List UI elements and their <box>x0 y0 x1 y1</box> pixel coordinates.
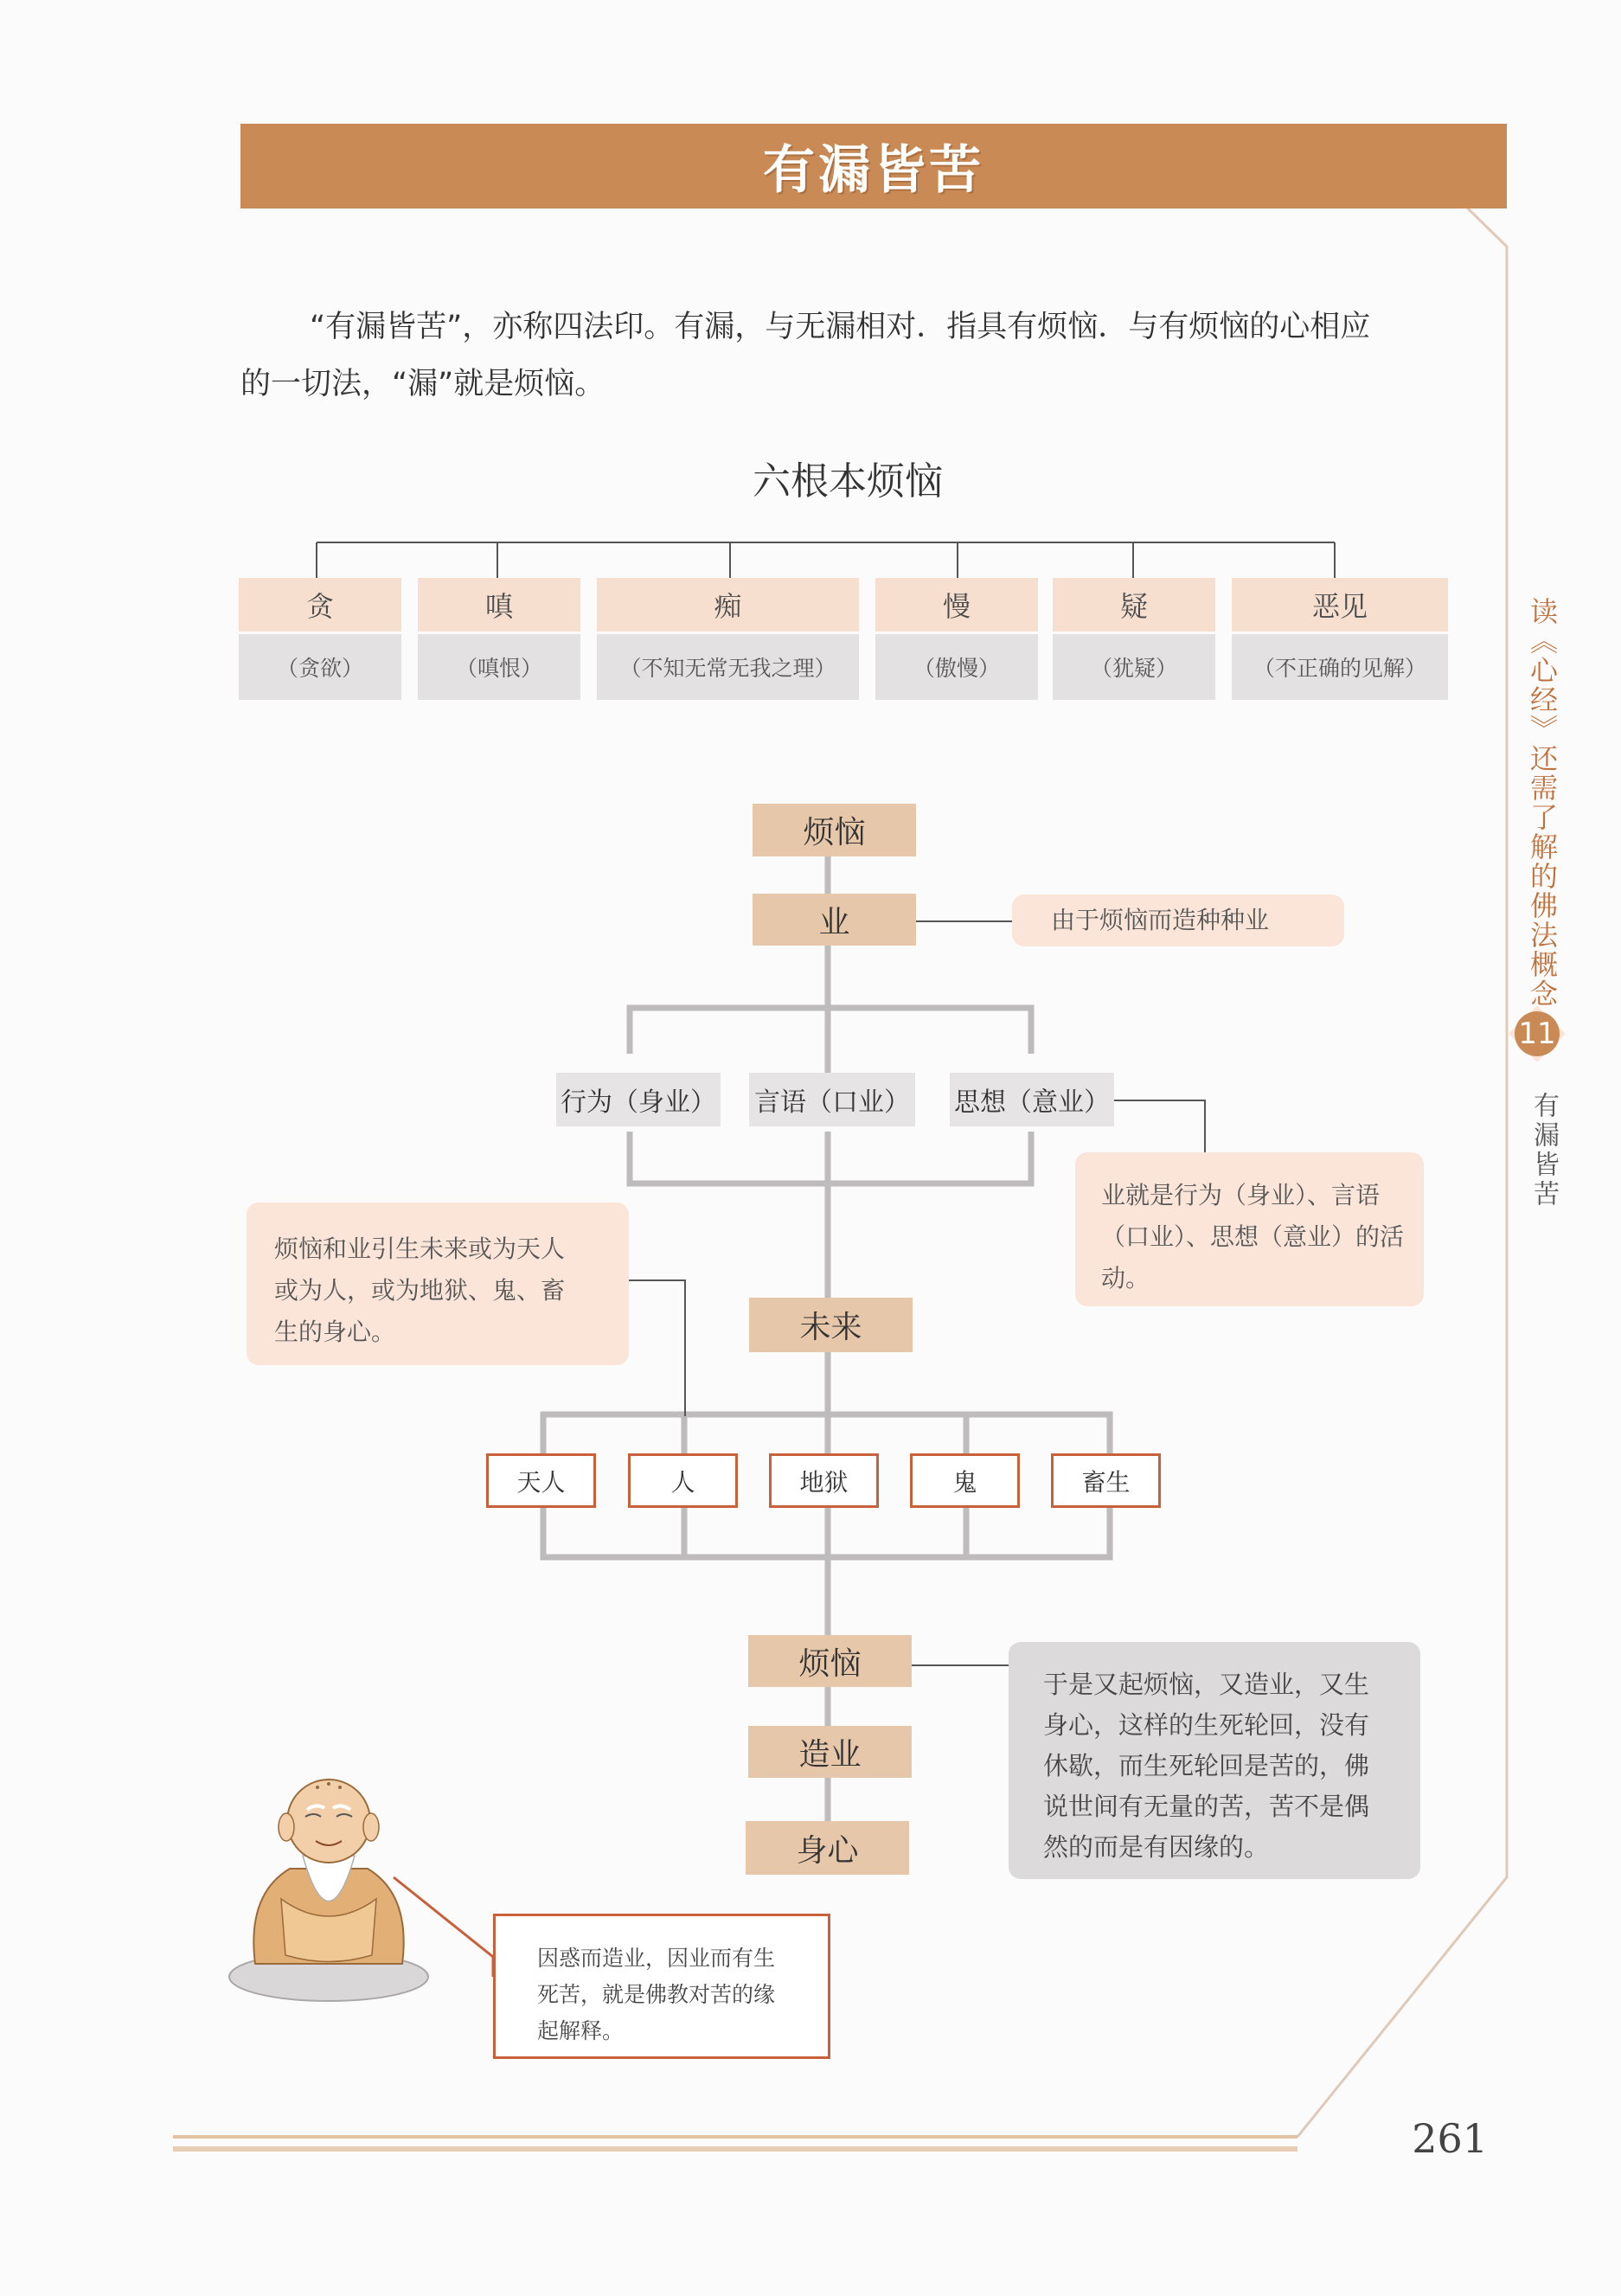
monk-note <box>493 1914 830 2059</box>
affliction-pride: 慢 <box>875 578 1038 632</box>
affliction-ignorance: 痴 <box>597 578 859 632</box>
cycle-karma-box: 造业 <box>748 1726 912 1778</box>
affliction-pride-desc: （傲慢） <box>875 634 1038 700</box>
sidebar-chapter-title: 有漏皆苦 <box>1528 1092 1559 1209</box>
karma-definition-note <box>1075 1152 1424 1306</box>
monk-note-line-3: 起解释。 <box>537 2018 625 2043</box>
realm-human: 人 <box>628 1453 738 1508</box>
cycle-note-line-1: 于是又起烦恼，又造业，又生 <box>1043 1670 1370 1699</box>
affliction-doubt-desc: （犹疑） <box>1053 634 1215 700</box>
future-note-line-3: 生的身心。 <box>274 1318 396 1346</box>
cycle-body-mind-box: 身心 <box>746 1821 909 1875</box>
monk-note-line-1: 因惑而造业，因业而有生 <box>537 1946 776 1971</box>
affliction-greed: 贪 <box>239 578 401 632</box>
affliction-anger: 嗔 <box>418 578 580 632</box>
cycle-note-line-2: 身心，这样的生死轮回，没有 <box>1043 1710 1370 1740</box>
intro-line-1: “有漏皆苦”，亦称四法印。有漏，与无漏相对．指具有烦恼．与有烦恼的心相应 <box>310 310 1371 344</box>
flow-karma-box: 业 <box>753 894 916 946</box>
karma-definition-line-2: （口业）、思想（意业）的活 <box>1101 1222 1405 1251</box>
future-note-line-1: 烦恼和业引生未来或为天人 <box>274 1235 566 1263</box>
affliction-wrong-view: 恶见 <box>1232 578 1448 632</box>
karma-type-mind: 思想（意业） <box>950 1073 1114 1126</box>
monk-illustration <box>221 1748 437 2007</box>
page-number: 261 <box>1412 2115 1488 2162</box>
karma-note <box>1012 895 1344 946</box>
realm-animal: 畜生 <box>1051 1453 1161 1508</box>
affliction-greed-desc: （贪欲） <box>239 634 401 700</box>
affliction-ignorance-desc: （不知无常无我之理） <box>597 634 859 700</box>
flow-future-box: 未来 <box>749 1298 913 1352</box>
realm-deva: 天人 <box>486 1453 596 1508</box>
cycle-note-line-4: 说世间有无量的苦，苦不是偶 <box>1043 1792 1370 1821</box>
affliction-doubt: 疑 <box>1053 578 1215 632</box>
page-title: 有漏皆苦 <box>763 140 984 201</box>
affliction-wrong-view-desc: （不正确的见解） <box>1232 634 1448 700</box>
karma-definition-line-1: 业就是行为（身业）、言语 <box>1101 1181 1381 1209</box>
monk-note-line-2: 死苦，就是佛教对苦的缘 <box>537 1982 776 2007</box>
future-note <box>247 1203 629 1365</box>
chapter-number: 11 <box>1518 1017 1556 1051</box>
flow-affliction-box: 烦恼 <box>753 804 916 856</box>
karma-note-text: 由于烦恼而造种种业 <box>1051 906 1270 934</box>
cycle-affliction-box: 烦恼 <box>748 1635 912 1687</box>
karma-type-speech: 言语（口业） <box>749 1073 915 1126</box>
cycle-note-line-5: 然的而是有因缘的。 <box>1043 1832 1270 1862</box>
karma-type-body: 行为（身业） <box>556 1073 721 1126</box>
affliction-anger-desc: （嗔恨） <box>418 634 580 700</box>
six-afflictions-title: 六根本烦恼 <box>753 459 943 503</box>
cycle-note-line-3: 休歇，而生死轮回是苦的，佛 <box>1043 1751 1370 1780</box>
cycle-note <box>1009 1642 1420 1879</box>
future-note-line-2: 或为人，或为地狱、鬼、畜 <box>274 1276 566 1305</box>
karma-definition-line-3: 动。 <box>1101 1264 1150 1292</box>
intro-line-2: 的一切法，“漏”就是烦恼。 <box>240 367 605 401</box>
realm-ghost: 鬼 <box>910 1453 1020 1508</box>
realm-hell: 地狱 <box>769 1453 879 1508</box>
sidebar-section-title: 读《心经》还需了解的佛法概念 <box>1526 597 1559 1009</box>
